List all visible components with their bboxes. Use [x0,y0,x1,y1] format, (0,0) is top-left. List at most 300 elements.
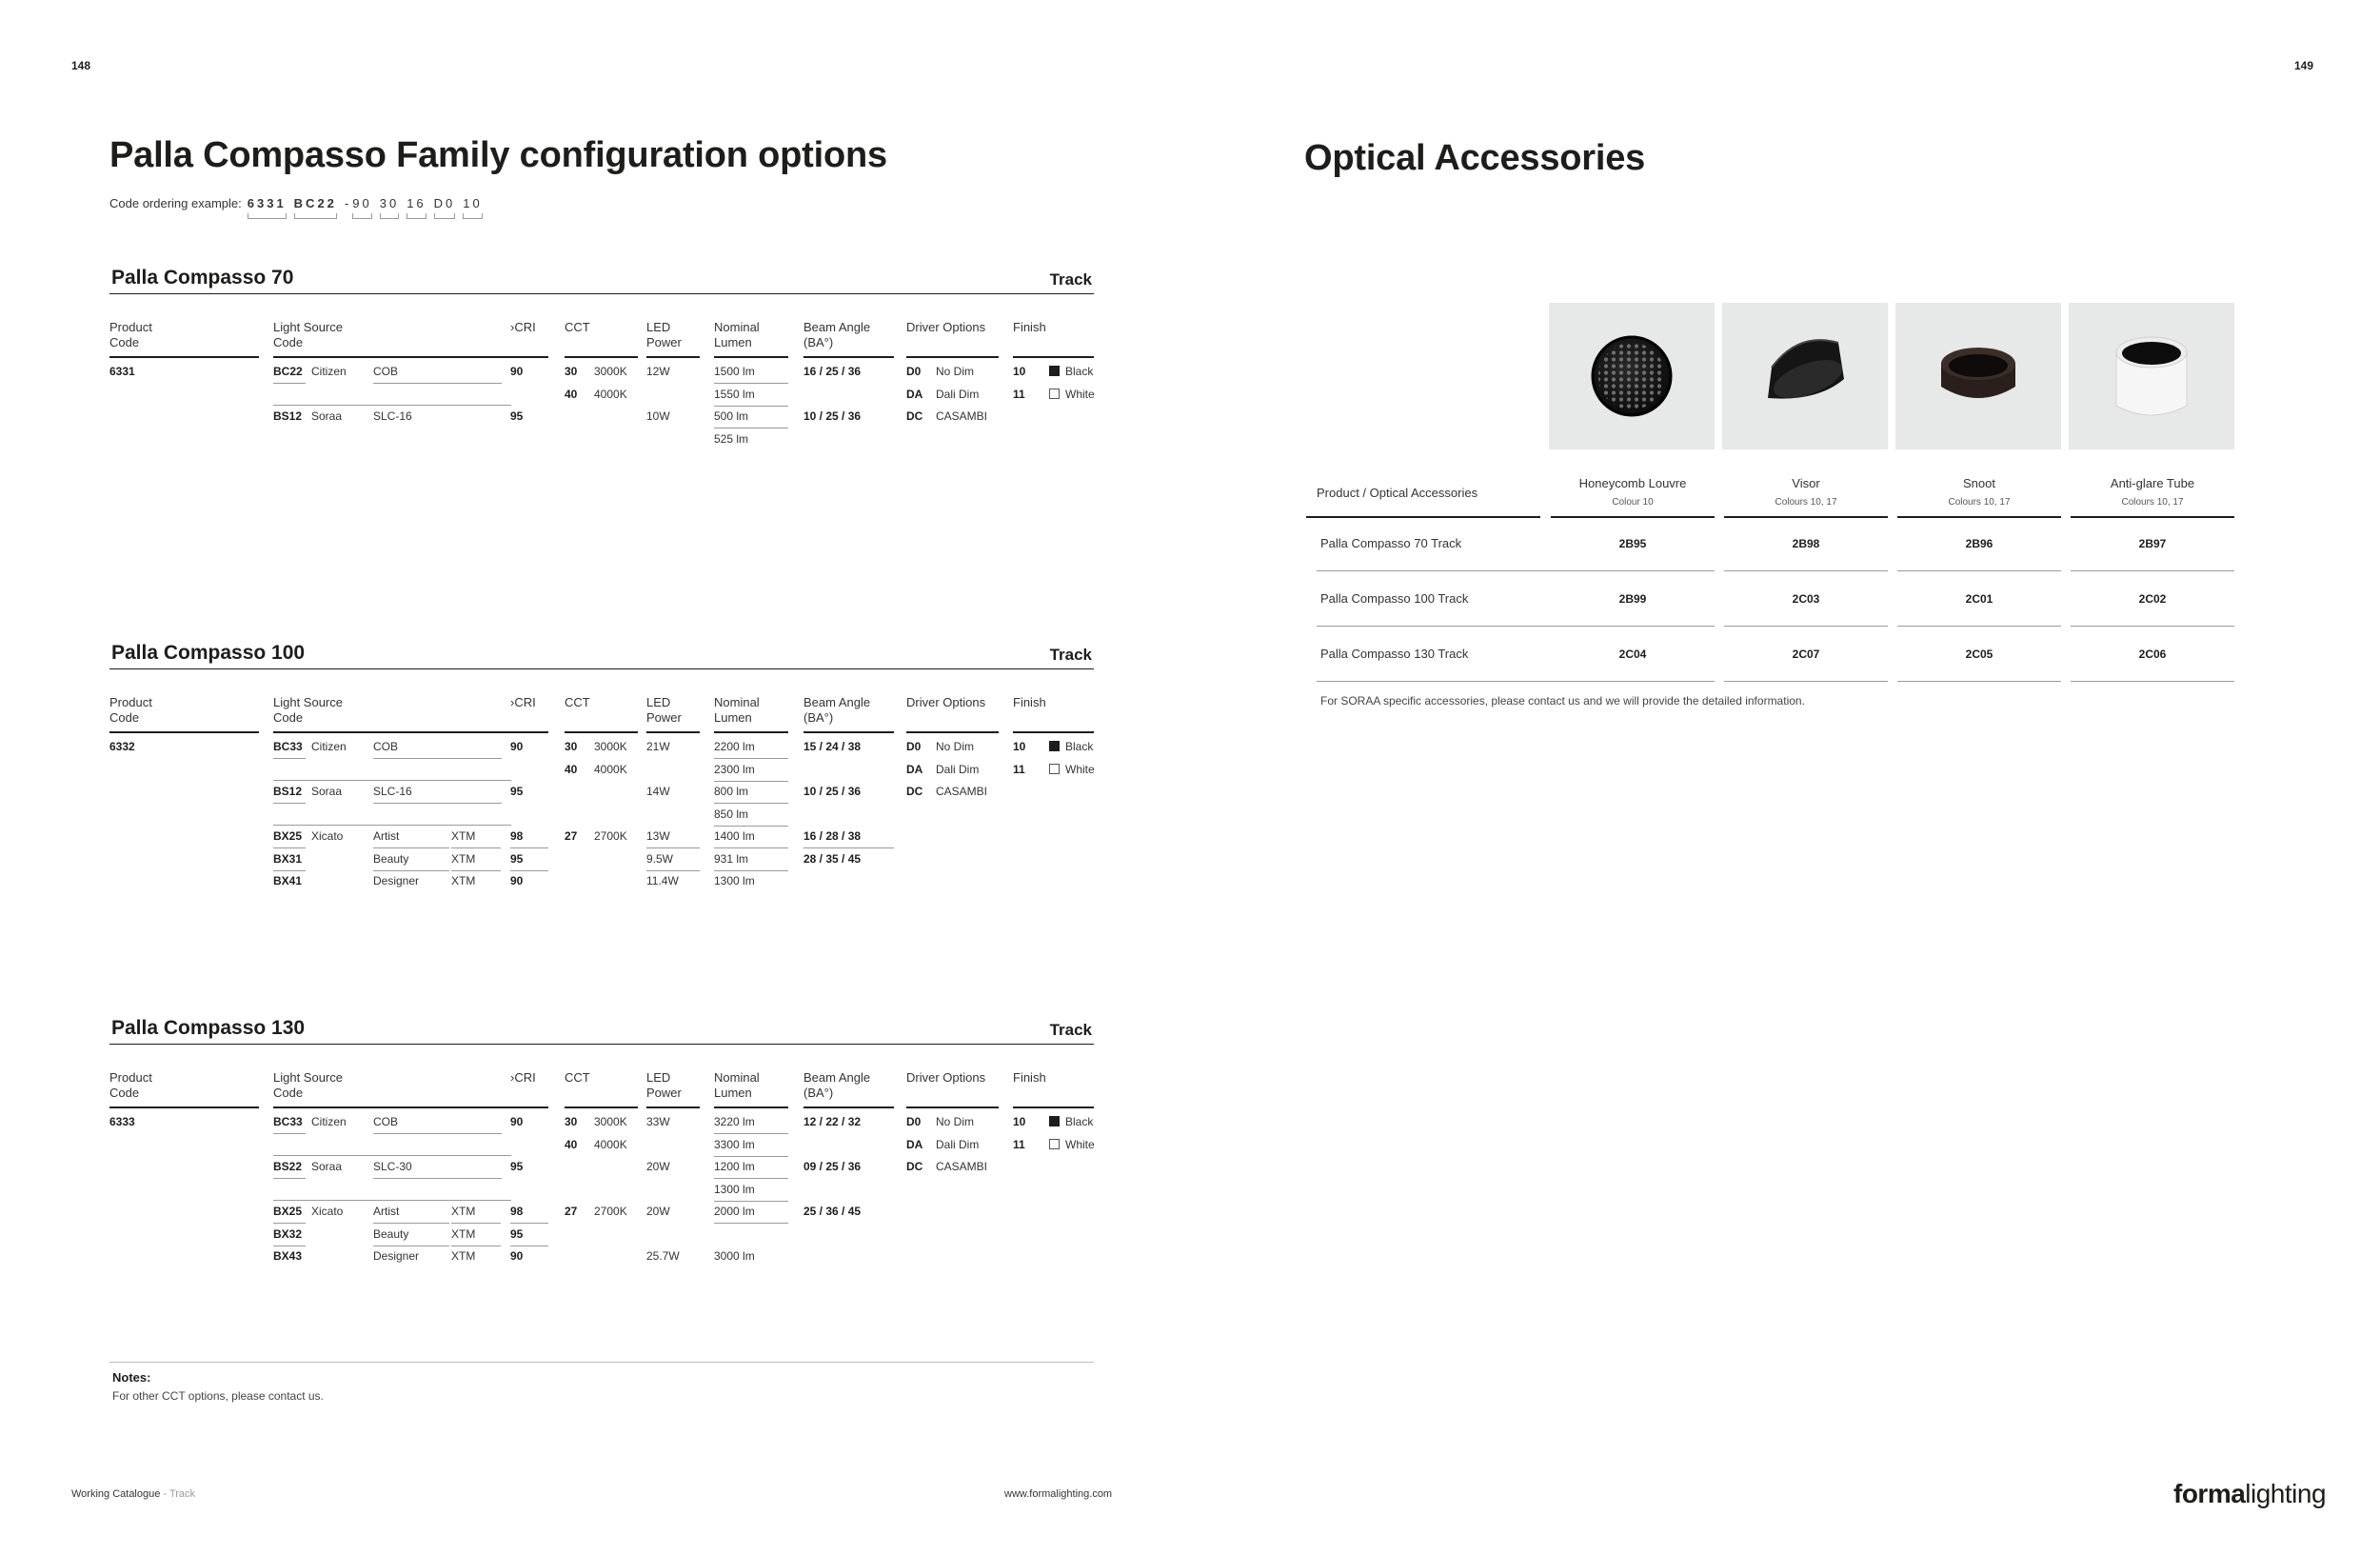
column-header-cct [565,320,638,358]
column-header-line: Light Source [273,695,343,709]
power-value: 10W [646,409,670,423]
product-code: 6333 [109,1115,135,1128]
column-header-line: (BA°) [803,335,834,349]
column-header-line: Code [273,710,304,725]
beam-angle-value: 25 / 36 / 45 [803,1205,862,1218]
column-header-line: Code [109,335,140,349]
driver-label: CASAMBI [936,409,988,423]
source-code: BX41 [273,874,303,887]
cct-value: 3000K [594,740,627,753]
section-header [109,642,1094,669]
anti-glare-tube-icon [2069,303,2234,449]
section-title: Palla Compasso 70 [111,267,294,289]
brand-bold: forma [2173,1479,2246,1508]
accessory-colours: Colour 10 [1612,497,1654,508]
footer-catalogue [71,1488,195,1500]
finish-label [1049,1135,1106,1156]
column-header-led-power [646,1070,700,1108]
accessory-row-product: Palla Compasso 70 Track [1317,518,1554,571]
column-header-line: Beam Angle [803,695,871,709]
driver-code: DC [906,1160,923,1173]
source-tech: XTM [451,1202,501,1224]
finish-name: White [1065,387,1095,401]
config-section [109,267,1094,581]
product-code: 6332 [109,740,135,753]
cct-value: 2700K [594,1205,627,1218]
cri-value: 95 [510,409,524,423]
config-section [109,1017,1094,1331]
column-header-line: Power [646,1086,682,1100]
finish-label [1049,385,1106,406]
lumen-value: 3300 lm [714,1135,788,1157]
finish-label [1049,760,1106,781]
power-value: 33W [646,1115,670,1128]
column-header-line: Driver Options [906,1070,986,1085]
column-header-line: Finish [1013,320,1046,334]
source-tech: XTM [451,874,476,887]
config-section [109,642,1094,956]
source-code: BC22 [273,362,306,384]
beam-angle-value: 12 / 22 / 32 [803,1115,862,1128]
column-header-line: Product [109,695,152,709]
code-separator: - [344,196,349,210]
column-header-line: LED [646,1070,671,1085]
column-header-product-code [109,1070,259,1108]
cct-code: 27 [565,1205,578,1218]
source-model: Designer [373,874,420,887]
column-header-line: ›CRI [510,320,536,334]
column-header-cct [565,1070,638,1108]
source-model: COB [373,1112,502,1134]
accessory-header [1897,465,2061,518]
accessory-name: Snoot [1963,476,1995,490]
accessory-header [2071,465,2234,518]
finish-swatch-icon [1049,741,1060,751]
beam-angle-value: 10 / 25 / 36 [803,785,862,798]
source-code: BC33 [273,1112,306,1134]
source-tech: XTM [451,827,501,848]
driver-label: No Dim [936,740,975,753]
cri-value: 90 [510,1249,524,1263]
driver-label: No Dim [936,365,975,378]
cri-value: 95 [510,849,548,871]
cri-value: 98 [510,827,548,848]
finish-swatch-icon [1049,366,1060,376]
visor-icon [1722,303,1888,449]
finish-swatch-icon [1049,1139,1060,1149]
page-title: Palla Compasso Family configuration options [109,135,887,175]
column-header-line: ›CRI [510,1070,536,1085]
column-header-line: Nominal [714,1070,760,1085]
driver-label: No Dim [936,1115,975,1128]
section-type: Track [1049,646,1092,664]
accessory-name: Anti-glare Tube [2110,476,2195,490]
source-tech: XTM [451,849,501,871]
source-divider [273,1155,511,1156]
product-code: 6331 [109,365,135,378]
honeycomb-louvre-image [1549,303,1715,449]
column-header-line: Lumen [714,335,752,349]
accessory-code: 2B96 [1897,518,2061,571]
source-model: SLC-16 [373,409,412,423]
column-header-line: Nominal [714,695,760,709]
section-type: Track [1049,1021,1092,1039]
accessory-code: 2C02 [2071,573,2234,627]
finish-code: 10 [1013,365,1026,378]
column-header-light-source [273,695,511,733]
cct-value: 2700K [594,829,627,843]
finish-name: Black [1065,740,1094,753]
accessories-title: Optical Accessories [1304,138,1646,178]
honeycomb-louvre-icon [1549,303,1715,449]
power-value: 14W [646,785,670,798]
column-header-line: LED [646,695,671,709]
section-title: Palla Compasso 130 [111,1017,306,1039]
accessory-code: 2C07 [1724,628,1888,682]
accessory-header [1551,465,1715,518]
column-header-cri [510,695,548,733]
finish-name: Black [1065,1115,1094,1128]
accessory-header [1724,465,1888,518]
lumen-value: 1400 lm [714,827,788,848]
driver-code: D0 [906,1115,922,1128]
code-group [248,196,287,219]
source-code: BS12 [273,782,306,804]
finish-label [1049,362,1106,383]
notes-title: Notes: [112,1370,151,1385]
column-header-line: Power [646,335,682,349]
code-digits: 10 [463,196,483,210]
column-header-line: Light Source [273,320,343,334]
power-value: 13W [646,827,700,848]
beam-angle-value: 28 / 35 / 45 [803,851,862,866]
finish-label [1049,1112,1106,1133]
driver-code: DC [906,785,923,798]
source-code: BX31 [273,849,306,871]
accessory-code: 2C01 [1897,573,2061,627]
code-group [463,196,482,219]
accessory-code: 2B98 [1724,518,1888,571]
lumen-value: 1200 lm [714,1157,788,1179]
right-page-number: 149 [2294,59,2314,72]
finish-code: 10 [1013,740,1026,753]
column-header-line: Product [109,1070,152,1085]
source-brand: Soraa [311,409,343,423]
accessory-colours: Colours 10, 17 [2121,497,2184,508]
source-model: Designer [373,1249,420,1263]
snoot-image [1895,303,2061,449]
cct-code: 27 [565,829,578,843]
accessory-code: 2B95 [1551,518,1715,571]
cct-value: 4000K [594,762,627,776]
cct-value: 3000K [594,365,627,378]
source-divider [273,825,511,826]
lumen-value: 525 lm [714,431,749,446]
column-header-light-source [273,1070,511,1108]
column-header-line: Power [646,710,682,725]
column-header-finish [1013,1070,1094,1108]
column-header-cri [510,320,548,358]
source-model: Artist [373,1202,449,1224]
finish-code: 11 [1013,762,1025,776]
column-header-line: Beam Angle [803,320,871,334]
source-brand: Soraa [311,785,343,798]
column-header-line: (BA°) [803,1086,834,1100]
column-header-line: CCT [565,320,590,334]
finish-swatch-icon [1049,389,1060,399]
footer-website[interactable]: www.formalighting.com [1004,1488,1113,1500]
beam-angle-value: 10 / 25 / 36 [803,409,862,423]
section-title: Palla Compasso 100 [111,642,306,664]
source-model: SLC-16 [373,782,502,804]
source-divider [273,780,511,781]
snoot-icon [1895,303,2061,449]
lumen-value: 500 lm [714,407,788,429]
column-header-line: Driver Options [906,320,986,334]
cri-value: 95 [510,1225,548,1246]
column-header-led-power [646,695,700,733]
source-divider [273,1200,511,1201]
source-model: SLC-30 [373,1157,502,1179]
accessory-name: Visor [1792,476,1820,490]
lumen-value: 1500 lm [714,362,788,384]
column-header-line: Beam Angle [803,1070,871,1085]
notes-text: For other CCT options, please contact us. [112,1389,324,1403]
finish-swatch-icon [1049,1116,1060,1126]
finish-code: 11 [1013,1137,1025,1151]
lumen-value: 931 lm [714,849,788,871]
source-model: Beauty [373,849,449,871]
footer-catalogue-name: Working Catalogue [71,1488,161,1500]
accessory-name: Honeycomb Louvre [1578,476,1687,490]
code-example-label: Code ordering example: [109,196,242,210]
source-code: BX43 [273,1249,303,1263]
lumen-value: 2000 lm [714,1202,788,1224]
source-code: BC33 [273,737,306,759]
column-header-driver [906,320,999,358]
cct-code: 30 [565,365,578,378]
driver-label: CASAMBI [936,1160,988,1173]
column-header-finish [1013,320,1094,358]
source-code: BX25 [273,827,306,848]
cct-code: 40 [565,762,578,776]
driver-code: DC [906,409,923,423]
driver-label: Dali Dim [936,762,980,776]
column-header-lumen [714,320,788,358]
source-tech: XTM [451,1225,501,1246]
cri-value: 95 [510,1160,524,1173]
section-type: Track [1049,270,1092,289]
accessory-code: 2C03 [1724,573,1888,627]
code-digits: D0 [433,196,456,210]
source-divider [273,405,511,406]
code-group [294,196,337,219]
lumen-value: 3000 lm [714,1249,755,1263]
column-header-line: Code [109,710,140,725]
cri-value: 95 [510,785,524,798]
notes [109,1362,1094,1403]
source-model: Beauty [373,1225,449,1246]
cct-code: 40 [565,1137,578,1151]
cct-value: 3000K [594,1115,627,1128]
source-model: COB [373,362,502,384]
cct-code: 30 [565,1115,578,1128]
column-header-beam [803,695,894,733]
column-header-finish [1013,695,1094,733]
accessory-colours: Colours 10, 17 [1948,497,2011,508]
column-header-beam [803,320,894,358]
power-value: 9.5W [646,849,700,871]
power-value: 21W [646,740,670,753]
cri-value: 90 [510,1115,524,1128]
accessory-code: 2C06 [2071,628,2234,682]
lumen-value: 3220 lm [714,1112,788,1134]
column-header-led-power [646,320,700,358]
column-header-driver [906,1070,999,1108]
cri-value: 98 [510,1202,548,1224]
driver-label: CASAMBI [936,785,988,798]
source-brand: Soraa [311,1160,343,1173]
column-header-line: Driver Options [906,695,986,709]
accessory-code: 2C04 [1551,628,1715,682]
source-code: BX32 [273,1225,306,1246]
column-header-line: CCT [565,1070,590,1085]
accessories-note: For SORAA specific accessories, please contact us and we will provide the detailed information. [1320,694,1805,708]
column-header-line: ›CRI [510,695,536,709]
accessory-code: 2C05 [1897,628,2061,682]
column-header-cct [565,695,638,733]
column-header-driver [906,695,999,733]
column-header-line: Code [273,1086,304,1100]
column-header-line: Product [109,320,152,334]
code-digits: 30 [379,196,400,210]
beam-angle-value: 16 / 25 / 36 [803,365,862,378]
source-brand: Citizen [311,365,347,378]
column-header-cri [510,1070,548,1108]
code-ordering-example [109,196,490,219]
driver-code: D0 [906,365,922,378]
beam-angle-value: 15 / 24 / 38 [803,740,862,753]
column-header-line: Light Source [273,1070,343,1085]
column-header-lumen [714,1070,788,1108]
beam-angle-value: 16 / 28 / 38 [803,827,894,848]
finish-name: White [1065,762,1095,776]
power-value: 20W [646,1205,670,1218]
power-value: 12W [646,365,670,378]
driver-code: DA [906,1137,923,1151]
source-model: COB [373,737,502,759]
column-header-line: Code [273,335,304,349]
code-digits: 90 [352,196,372,210]
source-brand: Xicato [311,829,344,843]
anti-glare-tube-image [2069,303,2234,449]
code-digits: BC22 [293,196,337,210]
driver-code: DA [906,762,923,776]
lumen-value: 1550 lm [714,385,788,407]
accessory-colours: Colours 10, 17 [1775,497,1837,508]
column-header-line: LED [646,320,671,334]
code-group [434,196,456,219]
brand-logo [2173,1479,2326,1509]
source-model: Artist [373,827,449,848]
source-brand: Citizen [311,740,347,753]
cri-value: 90 [510,740,524,753]
finish-name: Black [1065,365,1094,378]
lumen-value: 1300 lm [714,1180,788,1202]
code-group [407,196,426,219]
finish-label [1049,737,1106,758]
cri-value: 90 [510,365,524,378]
finish-swatch-icon [1049,764,1060,774]
power-value: 20W [646,1160,670,1173]
cct-value: 4000K [594,1137,627,1151]
accessory-row-product: Palla Compasso 100 Track [1317,573,1554,627]
column-header-line: Finish [1013,695,1046,709]
brand-light: lighting [2245,1479,2327,1508]
column-header-line: (BA°) [803,710,834,725]
accessory-code: 2B99 [1551,573,1715,627]
code-group [380,196,399,219]
driver-code: DA [906,387,923,401]
driver-code: D0 [906,740,922,753]
column-header-product-code [109,695,259,733]
column-header-beam [803,1070,894,1108]
column-header-light-source [273,320,511,358]
column-header-line: Lumen [714,710,752,725]
source-code: BX25 [273,1202,306,1224]
column-header-line: Nominal [714,320,760,334]
cct-code: 40 [565,387,578,401]
column-header-lumen [714,695,788,733]
column-header-line: Finish [1013,1070,1046,1085]
column-header-product-code [109,320,259,358]
source-code: BS12 [273,409,303,423]
code-group [352,196,371,219]
finish-code: 11 [1013,387,1025,401]
code-digits: 6331 [247,196,287,210]
source-brand: Citizen [311,1115,347,1128]
visor-image [1722,303,1888,449]
column-header-line: Code [109,1086,140,1100]
driver-label: Dali Dim [936,387,980,401]
lumen-value: 1300 lm [714,874,755,887]
accessory-row-product: Palla Compasso 130 Track [1317,628,1554,682]
lumen-value: 850 lm [714,805,788,827]
driver-label: Dali Dim [936,1137,980,1151]
beam-angle-value: 09 / 25 / 36 [803,1160,862,1173]
left-page-number: 148 [71,59,91,72]
footer-category: Track [169,1488,196,1500]
column-header-line: Lumen [714,1086,752,1100]
lumen-value: 2300 lm [714,760,788,782]
power-value: 11.4W [646,874,679,887]
finish-code: 10 [1013,1115,1026,1128]
source-brand: Xicato [311,1205,344,1218]
cct-value: 4000K [594,387,627,401]
cri-value: 90 [510,874,524,887]
accessory-code: 2B97 [2071,518,2234,571]
lumen-value: 800 lm [714,782,788,804]
power-value: 25.7W [646,1249,680,1263]
footer-separator: - [163,1488,168,1500]
source-tech: XTM [451,1249,476,1263]
source-code: BS22 [273,1157,306,1179]
section-header [109,1017,1094,1045]
column-header-line: CCT [565,695,590,709]
finish-name: White [1065,1137,1095,1151]
accessories-table-label [1306,465,1540,518]
table-label-text: Product / Optical Accessories [1317,486,1478,500]
